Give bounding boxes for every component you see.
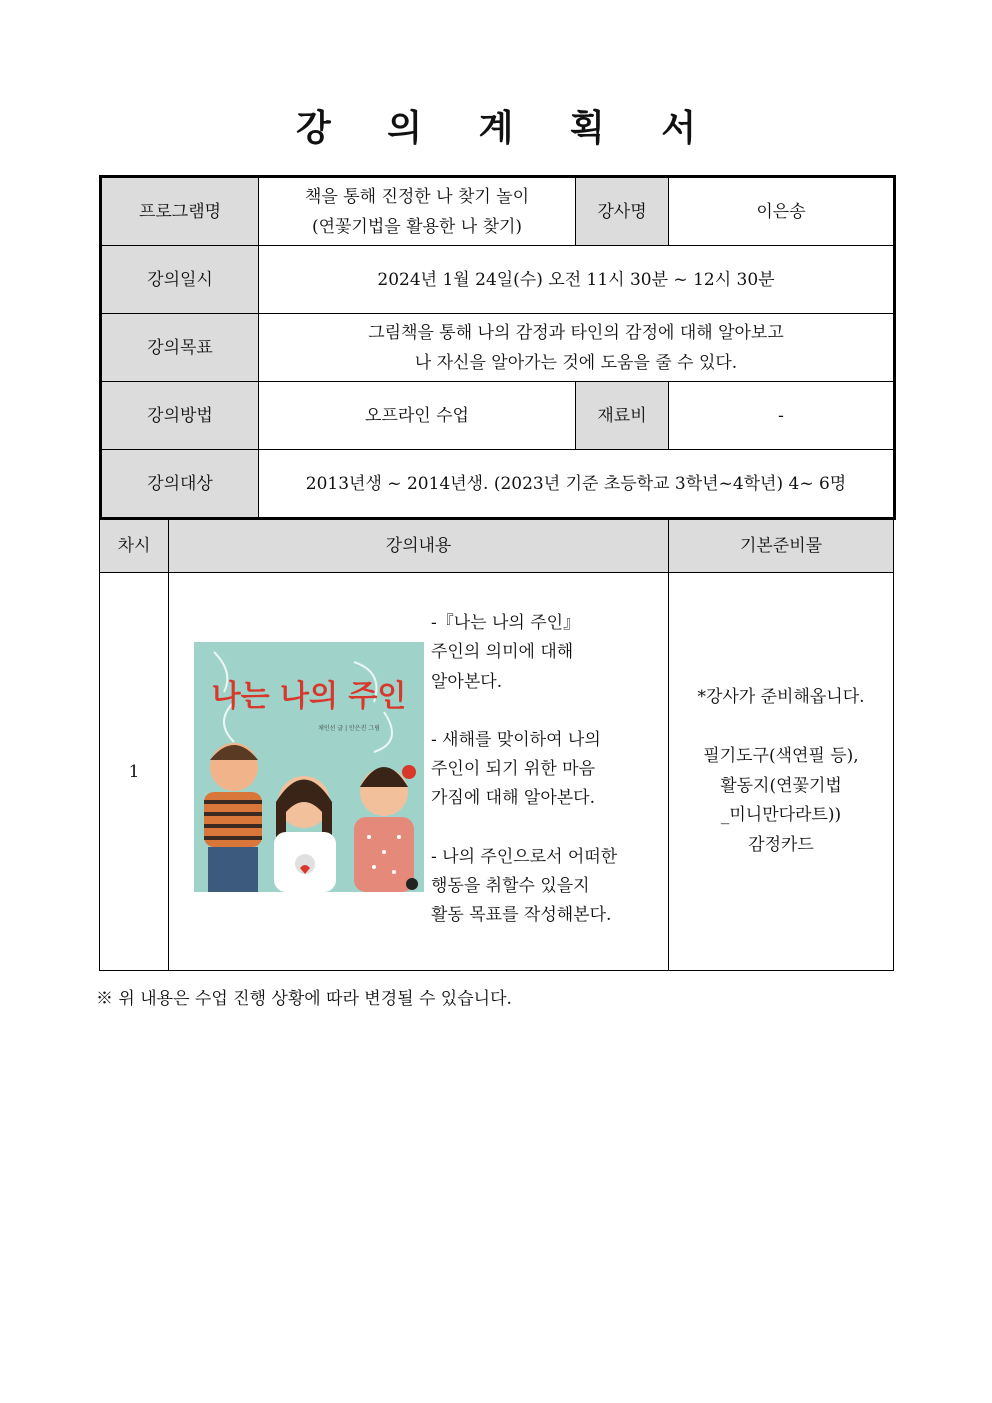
date-row <box>101 246 895 314</box>
footnote: ※ 위 내용은 수업 진행 상황에 따라 변경될 수 있습니다. <box>96 989 512 1009</box>
material-fee-label: 재료비 <box>576 382 669 450</box>
content-item-2 <box>431 726 671 814</box>
material-fee-value: - <box>669 382 895 450</box>
instructor-value: 이은송 <box>669 177 895 246</box>
header-session: 차시 <box>100 520 169 573</box>
book-cover-image <box>194 642 424 892</box>
date-label: 강의일시 <box>101 246 259 314</box>
page-title: 강 의 계 획 서 <box>295 108 718 149</box>
session-content <box>169 573 669 971</box>
target-row <box>101 450 895 519</box>
method-row <box>101 382 895 450</box>
cover-author: 채인선 글 | 안은진 그림 <box>318 725 380 732</box>
prep-line-1: *강사가 준비해옵니다. <box>697 687 865 707</box>
method-label: 강의방법 <box>101 382 259 450</box>
program-row <box>101 177 895 246</box>
session-row <box>100 573 894 971</box>
content-description <box>431 609 671 960</box>
info-table <box>99 175 896 520</box>
content-item-3-line3: 활동 목표를 작성해본다. <box>431 905 612 926</box>
program-value-line2: (연꽃기법을 활용한 나 찾기) <box>311 216 523 237</box>
content-item-3 <box>431 843 671 931</box>
content-item-1-line1: -『나는 나의 주인』 <box>431 613 581 633</box>
method-value: 오프라인 수업 <box>259 382 576 450</box>
prep-line-4: 활동지(연꽃기법 <box>720 775 842 796</box>
goal-value-line1: 그림책을 통해 나의 감정과 타인의 감정에 대해 알아보고 <box>368 322 784 343</box>
prep-line-6: 감정카드 <box>748 834 814 855</box>
content-item-2-line3: 가짐에 대해 알아본다. <box>431 788 596 809</box>
goal-row <box>101 314 895 382</box>
program-value <box>259 177 576 246</box>
program-value-line1: 책을 통해 진정한 나 찾기 놀이 <box>304 186 530 207</box>
content-item-1-line2: 주인의 의미에 대해 <box>431 642 574 663</box>
cover-title: 나는 나의 주인 <box>211 679 407 714</box>
prep-line-5: _미니만다라트)) <box>720 805 842 825</box>
content-item-2-line1: - 새해를 맞이하여 나의 <box>431 729 601 750</box>
session-number: 1 <box>100 573 169 971</box>
target-label: 강의대상 <box>101 450 259 519</box>
prep-spacer <box>669 713 893 743</box>
content-item-3-line1: - 나의 주인으로서 어떠한 <box>431 846 618 867</box>
session-header-row <box>100 520 894 573</box>
header-preparation: 기본준비물 <box>669 520 894 573</box>
header-content: 강의내용 <box>169 520 669 573</box>
content-item-2-line2: 주인이 되기 위한 마음 <box>431 759 596 780</box>
goal-label: 강의목표 <box>101 314 259 382</box>
target-value: 2013년생 ~ 2014년생. (2023년 기준 초등학교 3학년~4학년) 4~ 6명 <box>259 450 895 519</box>
program-label: 프로그램명 <box>101 177 259 246</box>
prep-line-3: 필기도구(색연필 등), <box>703 746 859 766</box>
session-table <box>99 519 894 971</box>
date-value: 2024년 1월 24일(수) 오전 11시 30분 ~ 12시 30분 <box>259 246 895 314</box>
content-item-1-line3: 알아본다. <box>431 671 503 692</box>
goal-value-line2: 나 자신을 알아가는 것에 도움을 줄 수 있다. <box>414 352 738 373</box>
goal-value <box>259 314 895 382</box>
instructor-label: 강사명 <box>576 177 669 246</box>
session-preparation <box>669 573 894 971</box>
content-item-1 <box>431 609 671 697</box>
content-item-3-line2: 행동을 취할수 있을지 <box>431 876 590 897</box>
